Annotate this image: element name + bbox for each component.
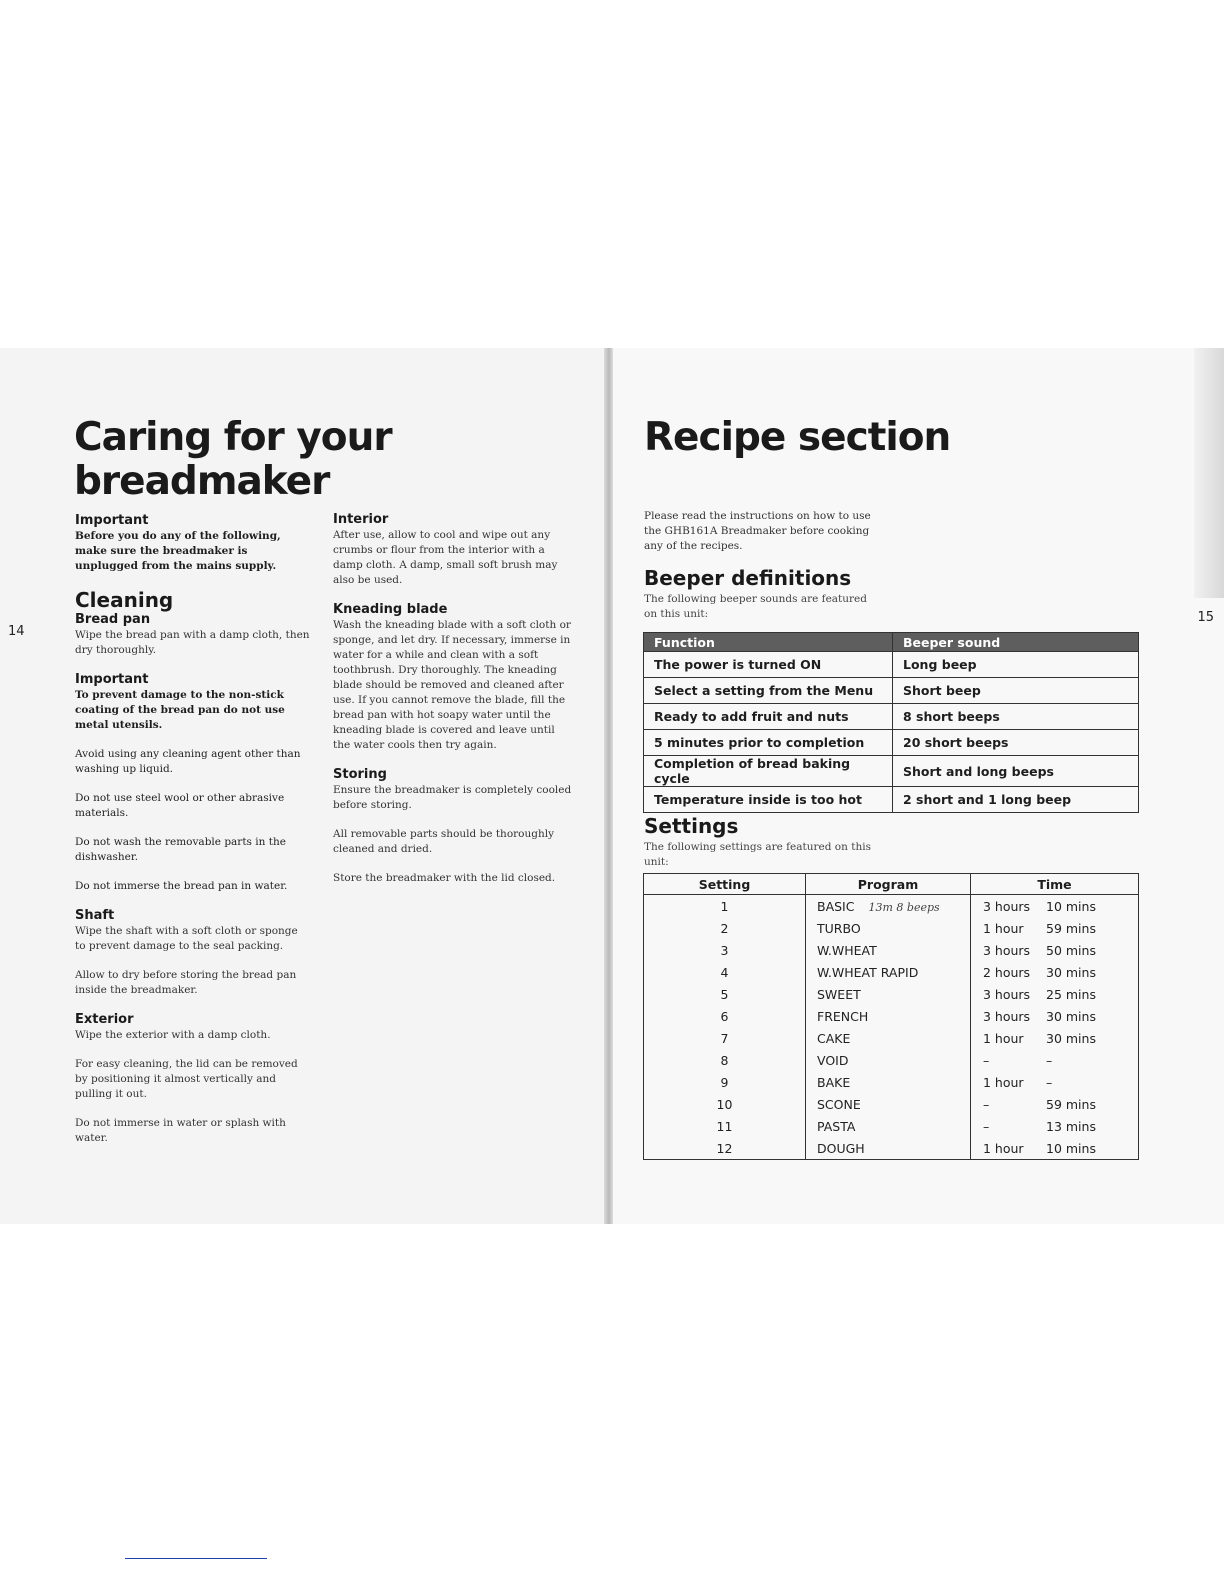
settings-col-time: Time xyxy=(971,874,1139,895)
program-name: BASIC xyxy=(817,898,855,914)
time-hours: 1 hour xyxy=(983,1074,1024,1090)
time-cell xyxy=(971,1071,1139,1093)
cleaning-heading: Cleaning xyxy=(75,588,174,612)
time-mins: 13 mins xyxy=(1046,1118,1096,1134)
time-cell xyxy=(971,1027,1139,1049)
time-mins: 59 mins xyxy=(1046,920,1096,936)
page-number-right: 15 xyxy=(1197,610,1214,625)
table-row xyxy=(644,756,1139,787)
beeper-sound-cell: Long beep xyxy=(893,652,1139,678)
program-cell xyxy=(806,1027,971,1049)
program-name: DOUGH xyxy=(817,1140,865,1156)
program-name: BAKE xyxy=(817,1074,851,1090)
time-mins: – xyxy=(1046,1052,1053,1068)
time-hours: 3 hours xyxy=(983,1008,1031,1024)
program-cell xyxy=(806,983,971,1005)
exterior-text: Wipe the exterior with a damp cloth. xyxy=(75,1029,271,1041)
table-row xyxy=(644,1027,1139,1049)
time-cell xyxy=(971,1115,1139,1137)
page-edge-shadow xyxy=(1194,348,1224,598)
beeper-table xyxy=(643,632,1139,813)
time-cell xyxy=(971,983,1139,1005)
program-cell xyxy=(806,1137,971,1160)
beeper-col-function: Function xyxy=(644,633,893,652)
table-row xyxy=(644,678,1139,704)
setting-number-cell: 7 xyxy=(644,1027,806,1049)
setting-number-cell: 5 xyxy=(644,983,806,1005)
beeper-sound-cell: Short and long beeps xyxy=(893,756,1139,787)
storing-text: Ensure the breadmaker is completely cooled before storing. xyxy=(333,784,572,811)
allow-dry-text: Allow to dry before storing the bread pan inside the breadmaker. xyxy=(75,969,297,996)
time-hours: 3 hours xyxy=(983,898,1031,914)
booklet-spread xyxy=(0,348,1224,1224)
important-text-2: To prevent damage to the non-stick coating of the bread pan do not use metal utensils. xyxy=(75,689,285,731)
settings-table xyxy=(643,873,1139,1160)
program-name: PASTA xyxy=(817,1118,856,1134)
program-cell xyxy=(806,1093,971,1115)
time-hours: – xyxy=(983,1052,990,1068)
storing-heading: Storing xyxy=(333,767,387,782)
program-cell xyxy=(806,895,971,918)
program-cell xyxy=(806,917,971,939)
bread-pan-text: Wipe the bread pan with a damp cloth, then dry thoroughly. xyxy=(75,629,310,656)
important-heading-2: Important xyxy=(75,672,149,687)
setting-number-cell: 11 xyxy=(644,1115,806,1137)
program-name: SCONE xyxy=(817,1096,861,1112)
important-heading: Important xyxy=(75,513,149,528)
shaft-text: Wipe the shaft with a soft cloth or sponge to prevent damage to the seal packing. xyxy=(75,925,298,952)
setting-number-cell: 12 xyxy=(644,1137,806,1160)
program-name: FRENCH xyxy=(817,1008,869,1024)
left-column xyxy=(75,513,310,1160)
setting-number-cell: 6 xyxy=(644,1005,806,1027)
important-text: Before you do any of the following, make sure the breadmaker is unplugged from the mains supply. xyxy=(75,530,281,572)
time-mins: – xyxy=(1046,1074,1053,1090)
beeper-header-row xyxy=(644,633,1139,652)
table-row xyxy=(644,983,1139,1005)
dishwasher-text: Do not wash the removable parts in the dishwasher. xyxy=(75,836,286,863)
settings-col-program: Program xyxy=(806,874,971,895)
bread-pan-heading: Bread pan xyxy=(75,612,151,627)
table-row xyxy=(644,895,1139,918)
time-cell xyxy=(971,895,1139,918)
time-hours: 1 hour xyxy=(983,920,1024,936)
time-cell xyxy=(971,939,1139,961)
program-name: TURBO xyxy=(817,920,861,936)
splash-text: Do not immerse in water or splash with water. xyxy=(75,1117,286,1144)
program-name: W.WHEAT xyxy=(817,942,877,958)
time-cell xyxy=(971,1005,1139,1027)
time-mins: 30 mins xyxy=(1046,1030,1096,1046)
program-cell xyxy=(806,1071,971,1093)
removable-parts-text: All removable parts should be thoroughly cleaned and dried. xyxy=(333,828,555,855)
time-hours: 2 hours xyxy=(983,964,1031,980)
table-row xyxy=(644,961,1139,983)
beeper-function-cell: The power is turned ON xyxy=(644,652,893,678)
setting-number-cell: 8 xyxy=(644,1049,806,1071)
table-row xyxy=(644,1137,1139,1160)
table-row xyxy=(644,1115,1139,1137)
page-number-left: 14 xyxy=(8,624,25,639)
interior-heading: Interior xyxy=(333,512,389,527)
time-mins: 30 mins xyxy=(1046,964,1096,980)
beeper-function-cell: Completion of bread baking cycle xyxy=(644,756,893,787)
time-mins: 50 mins xyxy=(1046,942,1096,958)
settings-header-row xyxy=(644,874,1139,895)
table-row xyxy=(644,652,1139,678)
beeper-heading: Beeper definitions xyxy=(644,566,852,590)
program-name: VOID xyxy=(817,1052,849,1068)
program-cell xyxy=(806,1005,971,1027)
interior-text: After use, allow to cool and wipe out any crumbs or flour from the interior with a damp cloth. A damp, small soft brush may also be used. xyxy=(333,529,558,586)
program-cell xyxy=(806,961,971,983)
time-cell xyxy=(971,1093,1139,1115)
program-cell xyxy=(806,1049,971,1071)
table-row xyxy=(644,917,1139,939)
time-hours: 1 hour xyxy=(983,1140,1024,1156)
avoid-text: Avoid using any cleaning agent other than washing up liquid. xyxy=(75,748,301,775)
beeper-function-cell: Ready to add fruit and nuts xyxy=(644,704,893,730)
beeper-function-cell: Temperature inside is too hot xyxy=(644,787,893,813)
settings-intro: The following settings are featured on this unit: xyxy=(644,841,871,868)
time-hours: – xyxy=(983,1096,990,1112)
beeper-sound-cell: Short beep xyxy=(893,678,1139,704)
immerse-text: Do not immerse the bread pan in water. xyxy=(75,880,288,892)
table-row xyxy=(644,1005,1139,1027)
time-mins: 30 mins xyxy=(1046,1008,1096,1024)
beeper-function-cell: 5 minutes prior to completion xyxy=(644,730,893,756)
beeper-sound-cell: 2 short and 1 long beep xyxy=(893,787,1139,813)
store-lid-text: Store the breadmaker with the lid closed. xyxy=(333,872,556,884)
time-hours: 3 hours xyxy=(983,942,1031,958)
kneading-blade-text: Wash the kneading blade with a soft cloth or sponge, and let dry. If necessary, immerse in water for a while and clean with a soft toothbrush. Dry thoroughly. The kneading blade should be removed and cleaned after use. If you cannot remove the blade, fill the bread pan with hot soapy water until the kneading blade is covered and leave until the water cools then try again. xyxy=(333,619,571,751)
program-name: SWEET xyxy=(817,986,861,1002)
table-row xyxy=(644,730,1139,756)
footer-link-line xyxy=(125,1558,267,1559)
setting-number-cell: 2 xyxy=(644,917,806,939)
table-row xyxy=(644,704,1139,730)
time-hours: – xyxy=(983,1118,990,1134)
beeper-function-cell: Select a setting from the Menu xyxy=(644,678,893,704)
beeper-sound-cell: 8 short beeps xyxy=(893,704,1139,730)
shaft-heading: Shaft xyxy=(75,908,115,923)
recipe-intro: Please read the instructions on how to use the GHB161A Breadmaker before cooking any of the recipes. xyxy=(644,510,871,552)
beeper-sound-cell: 20 short beeps xyxy=(893,730,1139,756)
time-hours: 3 hours xyxy=(983,986,1031,1002)
kneading-blade-heading: Kneading blade xyxy=(333,602,448,617)
easy-cleaning-text: For easy cleaning, the lid can be removed by positioning it almost vertically and pulling it out. xyxy=(75,1058,298,1100)
time-cell xyxy=(971,1049,1139,1071)
handwritten-note: 13m 8 beeps xyxy=(868,900,940,914)
setting-number-cell: 4 xyxy=(644,961,806,983)
program-name: W.WHEAT RAPID xyxy=(817,964,919,980)
setting-number-cell: 9 xyxy=(644,1071,806,1093)
page-title-right: Recipe section xyxy=(644,415,951,460)
program-cell xyxy=(806,939,971,961)
table-row xyxy=(644,939,1139,961)
program-cell xyxy=(806,1115,971,1137)
exterior-heading: Exterior xyxy=(75,1012,134,1027)
settings-col-setting: Setting xyxy=(644,874,806,895)
table-row xyxy=(644,1071,1139,1093)
time-hours: 1 hour xyxy=(983,1030,1024,1046)
time-mins: 10 mins xyxy=(1046,1140,1096,1156)
program-name: CAKE xyxy=(817,1030,851,1046)
settings-heading: Settings xyxy=(644,814,739,838)
beeper-col-sound: Beeper sound xyxy=(893,633,1139,652)
time-cell xyxy=(971,917,1139,939)
beeper-intro: The following beeper sounds are featured on this unit: xyxy=(644,593,867,620)
time-mins: 25 mins xyxy=(1046,986,1096,1002)
time-mins: 59 mins xyxy=(1046,1096,1096,1112)
setting-number-cell: 10 xyxy=(644,1093,806,1115)
steel-wool-text: Do not use steel wool or other abrasive materials. xyxy=(75,792,285,819)
time-mins: 10 mins xyxy=(1046,898,1096,914)
table-row xyxy=(644,1093,1139,1115)
table-row xyxy=(644,1049,1139,1071)
table-row xyxy=(644,787,1139,813)
setting-number-cell: 3 xyxy=(644,939,806,961)
time-cell xyxy=(971,1137,1139,1160)
time-cell xyxy=(971,961,1139,983)
middle-column xyxy=(333,512,573,900)
page-title-left: Caring for your breadmaker xyxy=(74,415,392,504)
setting-number-cell: 1 xyxy=(644,895,806,918)
